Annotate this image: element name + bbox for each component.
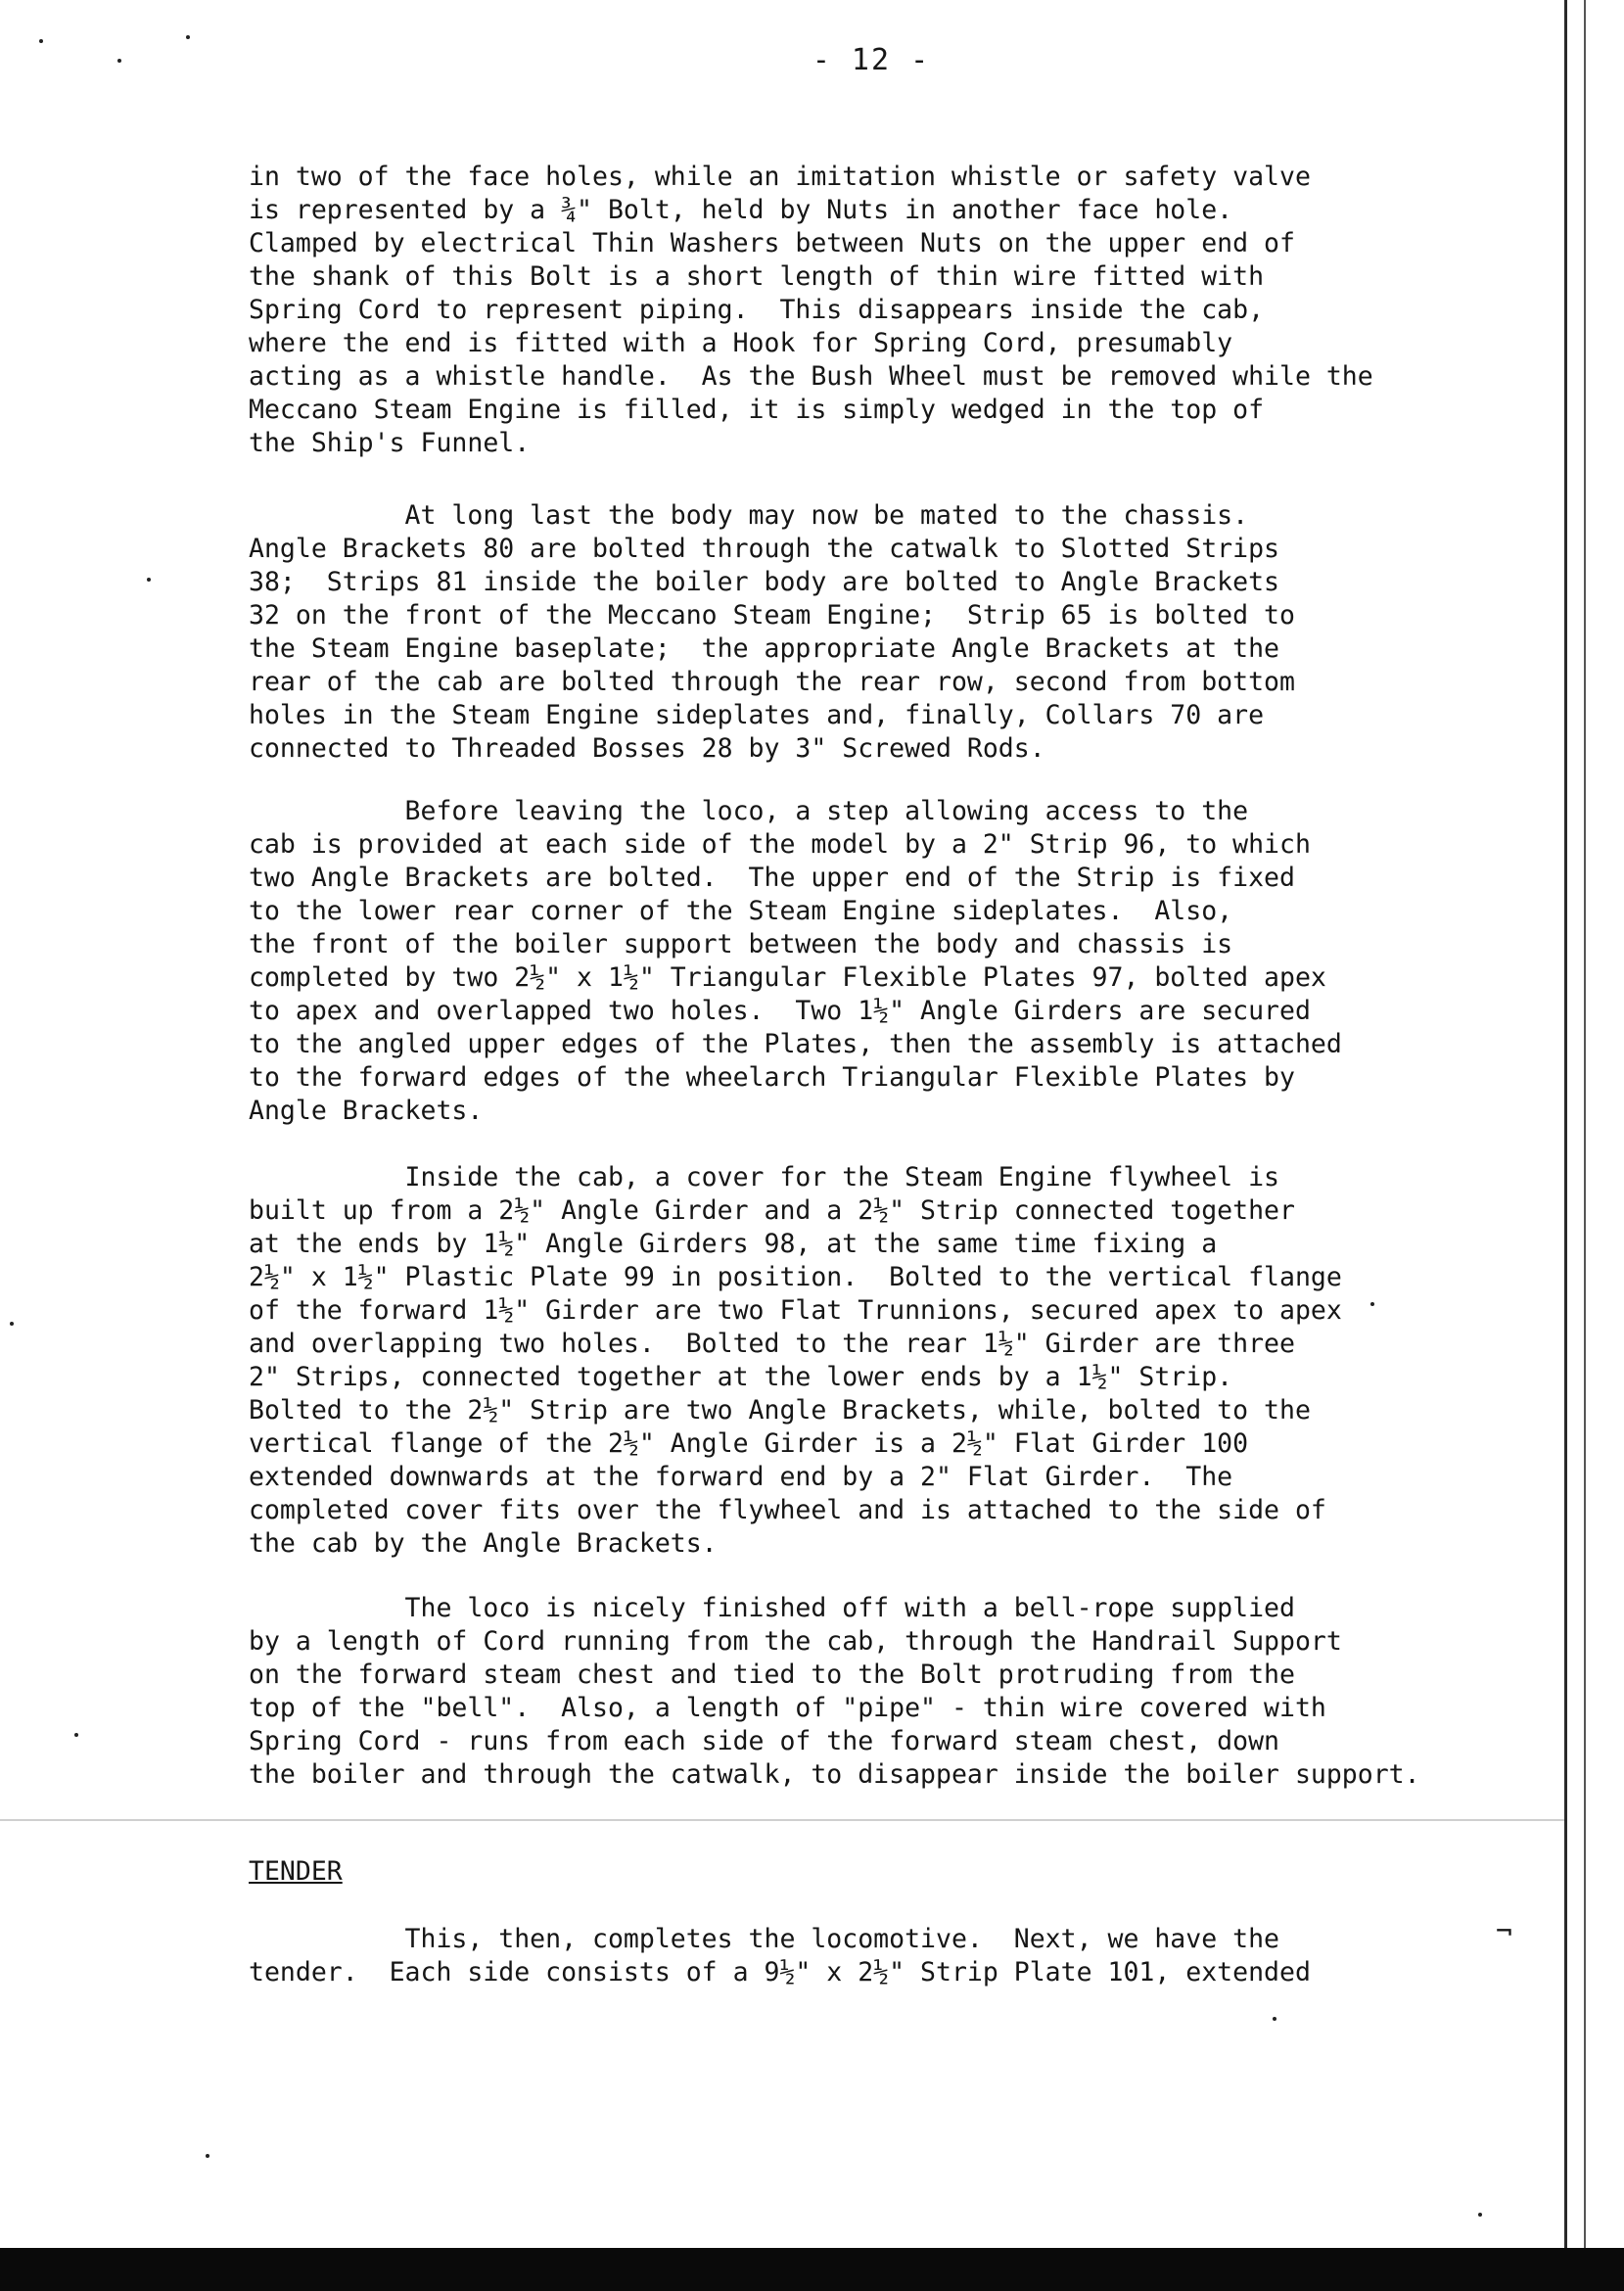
page-number: - 12 -	[812, 43, 931, 77]
page-edge-line	[1584, 0, 1586, 2248]
scan-bottom-border	[0, 2248, 1624, 2291]
fold-crease	[0, 1819, 1564, 1821]
paragraph-bell-rope: The loco is nicely finished off with a bell-rope supplied by a length of Cord running from the cab, through the Handrail Support on the forward steam chest and tied to the Bolt protruding from the top of the "bell". Also, a length of "pipe" - thin wire covered with Spring Cord - runs from each side of the forward steam chest, down the boiler and through the catwalk, to disappear inside the boiler support.	[249, 1593, 1420, 1790]
paragraph-whistle: in two of the face holes, while an imitation whistle or safety valve is represented by a ¾" Bolt, held by Nuts in another face hole. Clamped by electrical Thin Washers between Nuts on the upper end of the shank of this Bolt is a short length of thin wire fitted with Spring Cord to represent piping. This disappears inside the cab, where the end is fitted with a Hook for Spring Cord, presumably acting as a whistle handle. As the Bush Wheel must be removed while the Meccano Steam Engine is filled, it is simply wedged in the top of the Ship's Funnel.	[249, 162, 1373, 458]
scan-speck	[74, 1733, 78, 1737]
scan-speck	[186, 35, 190, 39]
paragraph-flywheel-cover: Inside the cab, a cover for the Steam Engine flywheel is built up from a 2½" Angle Girder and a 2½" Strip connected together at the ends by 1½" Angle Girders 98, at the same time fixing a 2½" x 1½" Plastic Plate 99 in position. Bolted to the vertical flange of the forward 1½" Girder are two Flat Trunnions, secured apex to apex and overlapping two holes. Bolted to the rear 1½" Girder are three 2" Strips, connected together at the lower ends by a 1½" Strip. Bolted to the 2½" Strip are two Angle Brackets, while, bolted to the vertical flange of the 2½" Angle Girder is a 2½" Flat Girder 100 extended downwards at the forward end by a 2" Flat Girder. The completed cover fits over the flywheel and is attached to the side of the cab by the Angle Brackets.	[249, 1162, 1342, 1559]
paragraph-tender: This, then, completes the locomotive. Next, we have the tender. Each side consists of a 9½" x 2½" Strip Plate 101, extended	[249, 1924, 1311, 1987]
paragraph-body-mating: At long last the body may now be mated to the chassis. Angle Brackets 80 are bolted through the catwalk to Slotted Strips 38; Strips 81 inside the boiler body are bolted to Angle Brackets 32 on the front of the Meccano Steam Engine; Strip 65 is bolted to the Steam Engine baseplate; the appropriate Angle Brackets at the rear of the cab are bolted through the rear row, second from bottom holes in the Steam Engine sideplates and, finally, Collars 70 are connected to Threaded Bosses 28 by 3" Screwed Rods.	[249, 500, 1295, 764]
corner-mark: ¬	[1496, 1915, 1512, 1947]
scan-speck	[117, 59, 121, 63]
scan-speck	[39, 39, 43, 43]
section-heading-tender: TENDER	[249, 1856, 343, 1887]
scan-speck	[206, 2154, 209, 2158]
scan-speck	[10, 1322, 14, 1326]
page-edge-shadow	[1564, 0, 1567, 2248]
paragraph-cab-step: Before leaving the loco, a step allowing access to the cab is provided at each side of the model by a 2" Strip 96, to which two Angle Brackets are bolted. The upper end of the Strip is fixed to the lower rear corner of the Steam Engine sideplates. Also, the front of the boiler support between the body and chassis is completed by two 2½" x 1½" Triangular Flexible Plates 97, bolted apex to apex and overlapped two holes. Two 1½" Angle Girders are secured to the angled upper edges of the Plates, then the assembly is attached to the forward edges of the wheelarch Triangular Flexible Plates by Angle Brackets.	[249, 796, 1342, 1126]
scan-speck	[1478, 2213, 1482, 2217]
scan-speck	[147, 578, 151, 582]
scan-speck	[1370, 1302, 1374, 1306]
scan-speck	[1273, 2017, 1276, 2021]
